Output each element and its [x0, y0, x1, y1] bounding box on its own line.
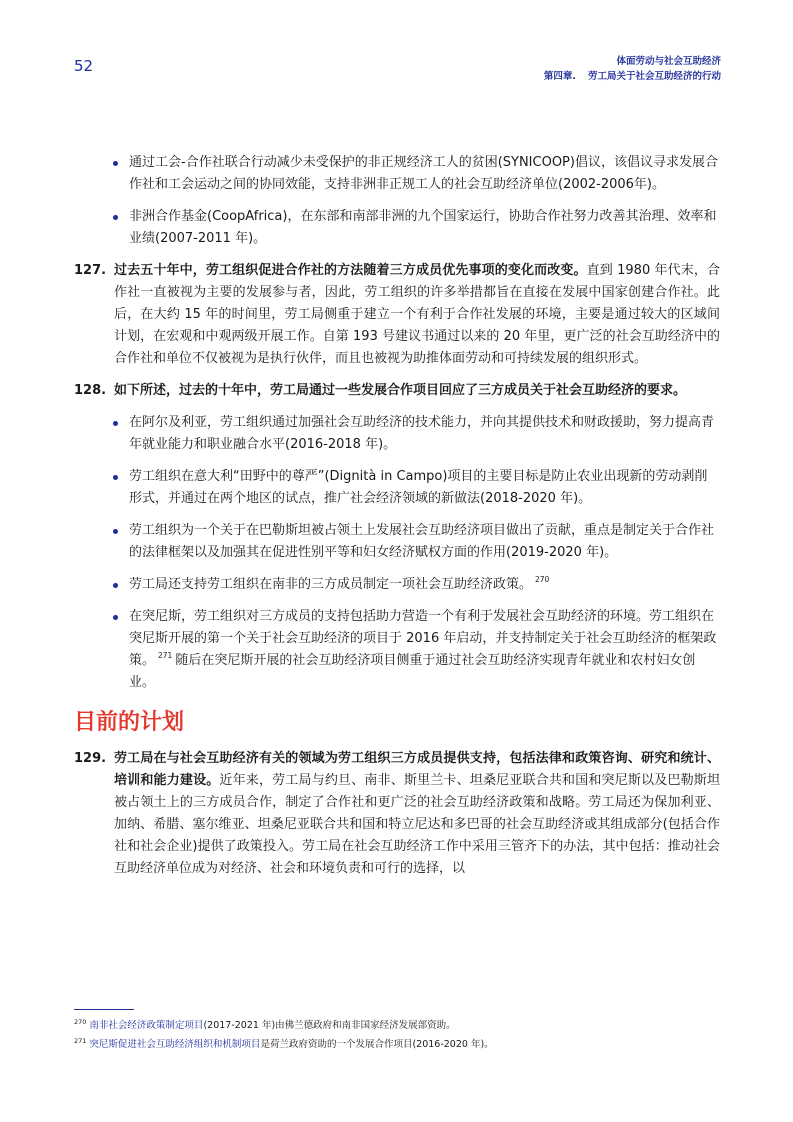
footnote-number: 271	[74, 1037, 87, 1045]
bullet-icon	[113, 161, 118, 166]
footnote-ref[interactable]: 271	[158, 651, 173, 660]
bullet-icon	[113, 421, 118, 426]
p128-bullet-list	[74, 412, 720, 694]
list-item	[74, 466, 720, 510]
footnote-text: 是荷兰政府资助的一个发展合作项目(2016-2020 年)。	[260, 1039, 494, 1050]
list-item-text: 通过工会-合作社联合行动减少未受保护的非正规经济工人的贫困(SYNICOOP)倡议，该倡议寻求发展合作社和工会运动之间的协同效能，支持非洲非正规工人的社会互助经济单位(2002-2006年)。	[129, 155, 718, 192]
paragraph-body: 近年来，劳工局与约旦、南非、斯里兰卡、坦桑尼亚联合共和国和突尼斯以及巴勒斯坦被占领土上的三方成员合作，制定了合作社和更广泛的社会互助经济政策和战略。劳工局还为保加利亚、加纳、希腊、塞尔维亚、坦桑尼亚联合共和国和特立尼达和多巴哥的社会互助经济或其组成部分(包括合作社和社会企业)提供了政策投入。劳工局在社会互助经济工作中采用三管齐下的办法，其中包括：推动社会互助经济单位成为对经济、社会和环境负责和可行的选择，以	[114, 773, 720, 876]
footnote-271	[74, 1035, 720, 1054]
list-item	[74, 574, 720, 596]
list-item	[74, 152, 720, 196]
footnote-link[interactable]: 南非社会经济政策制定项目	[89, 1020, 204, 1031]
list-item-text: 在阿尔及利亚，劳工组织通过加强社会互助经济的技术能力，并向其提供技术和财政援助，努力提高青年就业能力和职业融合水平(2016-2018 年)。	[129, 415, 715, 452]
chapter-label: 第四章.	[543, 71, 576, 82]
list-item	[74, 412, 720, 456]
page-number: 52	[74, 57, 94, 75]
chapter-line	[544, 69, 721, 84]
paragraph-128	[74, 380, 720, 402]
paragraph-number: 129.	[74, 751, 107, 766]
list-item-text: 劳工组织为一个关于在巴勒斯坦被占领土上发展社会互助经济项目做出了贡献，重点是制定关于合作社的法律框架以及加强其在促进性别平等和妇女经济赋权方面的作用(2019-2020 年)。	[129, 523, 715, 560]
footnote-ref[interactable]: 270	[535, 575, 550, 584]
paragraph-body: 直到 1980 年代末，合作社一直被视为主要的发展参与者，因此，劳工组织的许多举措都旨在直接在发展中国家创建合作社。此后，在大约 15 年的时间里，劳工局侧重于建立一个有利于合作社发展的环境，主要是通过较大的区域间计划，在宏观和中观两级开展工作。自第 193 号建议书通过以来的 20 年里，更广泛的社会互助经济中的合作社和单位不仅被视为是执行伙伴，而且也被视为助推体面劳动和可持续发展的组织形式。	[114, 263, 720, 366]
list-item-text: 劳工局还支持劳工组织在南非的三方成员制定一项社会互助经济政策。	[129, 577, 533, 592]
list-item-text: 随后在突尼斯开展的社会互助经济项目侧重于通过社会互助经济实现青年就业和农村妇女创业。	[129, 653, 696, 690]
bullet-icon	[113, 529, 118, 534]
section-heading: 目前的计划	[74, 710, 185, 735]
list-item-text: 非洲合作基金(CoopAfrica)，在东部和南部非洲的九个国家运行，协助合作社努力改善其治理、效率和业绩(2007-2011 年)。	[129, 209, 717, 246]
footnote-number: 270	[74, 1018, 87, 1026]
footnote-divider	[74, 1009, 134, 1010]
bullet-icon	[113, 215, 118, 220]
top-bullet-list	[74, 152, 720, 250]
running-header	[544, 54, 721, 84]
bullet-icon	[113, 583, 118, 588]
footnote-link[interactable]: 突尼斯促进社会互助经济组织和机制项目	[89, 1039, 261, 1050]
footnote-text: (2017-2021 年)由佛兰德政府和南非国家经济发展部资助。	[203, 1020, 456, 1031]
paragraph-lead: 劳工局在与社会互助经济有关的领域为劳工组织三方成员提供支持，包括法律和政策咨询、研究和统计、培训和能力建设。	[114, 751, 720, 788]
paragraph-lead: 过去五十年中，劳工组织促进合作社的方法随着三方成员优先事项的变化而改变。	[114, 263, 587, 278]
paragraph-number: 127.	[74, 263, 107, 278]
publication-title: 体面劳动与社会互助经济	[616, 56, 721, 67]
bullet-icon	[113, 475, 118, 480]
chapter-title: 劳工局关于社会互助经济的行动	[587, 71, 721, 82]
list-item-text: 劳工组织在意大利“田野中的尊严”(Dignità in Campo)项目的主要目标是防止农业出现新的劳动剥削形式，并通过在两个地区的试点，推广社会经济领域的新做法(2018-2020 年)。	[129, 469, 708, 506]
footnote-270	[74, 1016, 720, 1035]
list-item-text: 在突尼斯，劳工组织对三方成员的支持包括助力营造一个有利于发展社会互助经济的环境。劳工组织在突尼斯开展的第一个关于社会互助经济的项目于 2016 年启动，并支持制定关于社会互助经济的框架政策。	[129, 609, 717, 668]
footnotes	[74, 1016, 720, 1054]
list-item	[74, 520, 720, 564]
paragraph-129	[74, 748, 720, 880]
list-item	[74, 206, 720, 250]
list-item	[74, 606, 720, 694]
bullet-icon	[113, 615, 118, 620]
paragraph-number: 128.	[74, 383, 107, 398]
paragraph-lead: 如下所述，过去的十年中，劳工局通过一些发展合作项目回应了三方成员关于社会互助经济的要求。	[114, 383, 687, 398]
main-content	[74, 152, 720, 890]
paragraph-127	[74, 260, 720, 370]
